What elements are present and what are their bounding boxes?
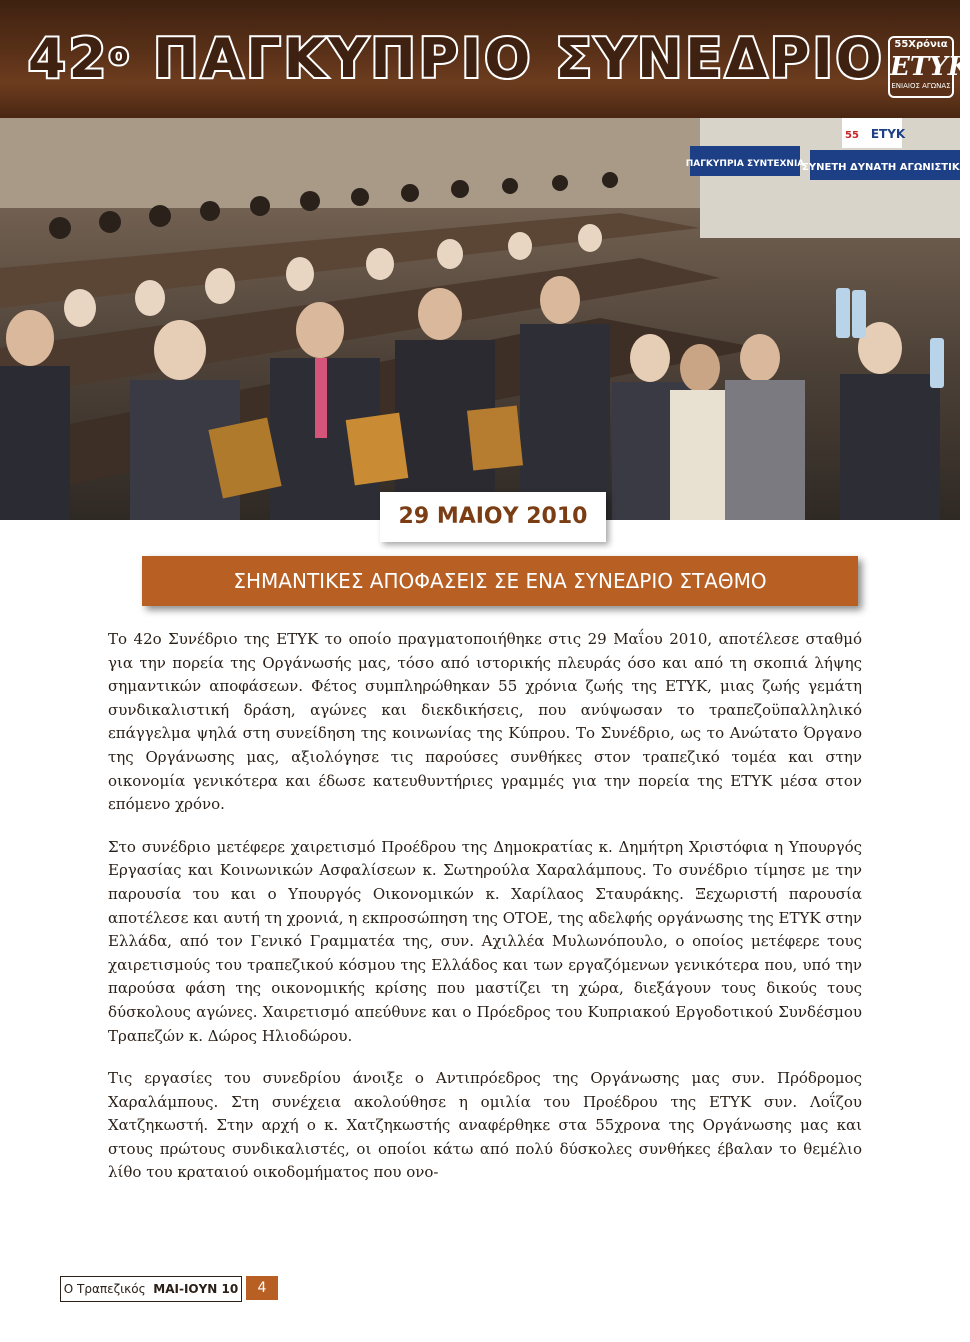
photo-banner-left: ΠΑΓΚΥΠΡΙΑ ΣΥΝΤΕΧΝΙΑ — [685, 159, 805, 169]
event-date: 29 ΜΑΙΟΥ 2010 — [398, 504, 588, 529]
photo-banner-right: ΣΥΝΕΤΗ ΔΥΝΑΤΗ ΑΓΩΝΙΣΤΙΚΗ — [802, 162, 968, 173]
paragraph-2: Στο συνέδριο μετέφερε χαιρετισμό Προέδρου της Δημοκρατίας κ. Δημήτρη Χριστόφια η Υπουργός Εργασίας και Κοινωνικών Ασφαλίσεων κ. Σωτηρούλα Χαραλάμπους. Το συνέδριο τίμησε με την παρουσία του και ο Υπουργός Οικονομικών κ. Χαρίλαος Σταυράκης. Ξεχωριστή παρουσία αποτέλεσε και αυτή τη χρονιά, η εκπροσώπηση της ΟΤΟΕ, της αδελφής οργάνωσης της ΕΤΥΚ στην Ελλάδα, από τον Γενικό Γραμματέα της, συν. Αχιλλέα Μυλωνόπουλο, ο οποίος μετέφερε τους χαιρετισμούς του τραπεζικού κόσμου της Ελλάδος και των εργαζόμενων γενικότερα που, υπό την παρούσα φάση της οικονομικής κρίσης που μαστίζει τη χώρα, διεξάγουν τους δικούς τους δύσκολους αγώνες. Χαιρετισμό απεύθυνε και ο Πρόεδρος του Κυπριακού Εργοδοτικού Συνδέσμου Τραπεζών κ. Δώρος Ηλιοδώρου. — [108, 837, 862, 1045]
issue-label: ΜΑΙ-ΙΟΥΝ 10 — [153, 1282, 239, 1296]
footer-label — [60, 1276, 242, 1302]
photo-logo-text: ΕΤΥΚ — [870, 127, 906, 141]
date-box — [380, 492, 606, 542]
article-headline: ΣΗΜΑΝΤΙΚΕΣ ΑΠΟΦΑΣΕΙΣ ΣΕ ΕΝΑ ΣΥΝΕΔΡΙΟ ΣΤΑΘΜΟ — [233, 569, 767, 593]
magazine-name: Ο Τραπεζικός — [63, 1282, 146, 1296]
congress-title — [28, 26, 885, 92]
headline-box — [142, 556, 858, 606]
logo-bottom-text: ΕΝΙΑΙΟΣ ΑΓΩΝΑΣ — [891, 82, 951, 90]
header-banner — [0, 0, 970, 118]
etyk-55-logo — [888, 36, 970, 98]
logo-top-text: 55Χρόνια — [894, 39, 948, 50]
photo-logo-num: 55 — [845, 130, 859, 141]
congress-superscript: ο — [109, 38, 132, 71]
congress-name: ΠΑΓΚΥΠΡΙΟ ΣΥΝΕΔΡΙΟ — [153, 27, 885, 90]
conference-photo — [0, 118, 968, 520]
audience-illustration — [0, 118, 968, 520]
article-body — [108, 628, 862, 1204]
paragraph-3: Τις εργασίες του συνεδρίου άνοιξε ο Αντιπρόεδρος της Οργάνωσης μας συν. Πρόδρομος Χαραλάμπους. Στη συνέχεια ακολούθησε η ομιλία του Προέδρου της ΕΤΥΚ συν. Λοΐζου Χατζηκωστή. Στην αρχή ο κ. Χατζηκωστής αναφέρθηκε στα 55χρονα της Οργάνωσης μας και στους πρώτους συνδικαλιστές, οι οποίοι κάτω από πολύ δύσκολες συνθήκες έβαλαν το θεμέλιο λίθο του κραταιού οικοδομήματος που ονο- — [108, 1069, 862, 1182]
page-number: 4 — [246, 1276, 278, 1300]
logo-mark: ΕΤΥΚ — [890, 52, 970, 82]
paragraph-1: Το 42ο Συνέδριο της ΕΤΥΚ το οποίο πραγματοποιήθηκε στις 29 Μαΐου 2010, αποτέλεσε σταθμό για την πορεία της Οργάνωσής μας, τόσο από ιστορικής πλευράς όσο και από τη σκοπιά λήψης σημαντικών αποφάσεων. Φέτος συμπληρώθηκαν 55 χρόνια ζωής της ΕΤΥΚ, μιας ζωής γεμάτη συνδικαλιστική δράση, αγώνες και διεκδικήσεις, που ανύψωσαν το τραπεζοϋπαλληλικό επάγγελμα ψηλά στη συνείδηση της κοινωνίας της Κύπρου. Το Συνέδριο, ως το Ανώτατο Όργανο της Οργάνωσης μας, αξιολόγησε τις παρούσες συνθήκες στον τραπεζικό τομέα και στην οικονομία γενικότερα και έδωσε κατευθυντήριες γραμμές για την πορεία της ΕΤΥΚ μέσα στον επόμενο χρόνο. — [108, 630, 862, 814]
congress-number: 42 — [28, 27, 110, 90]
